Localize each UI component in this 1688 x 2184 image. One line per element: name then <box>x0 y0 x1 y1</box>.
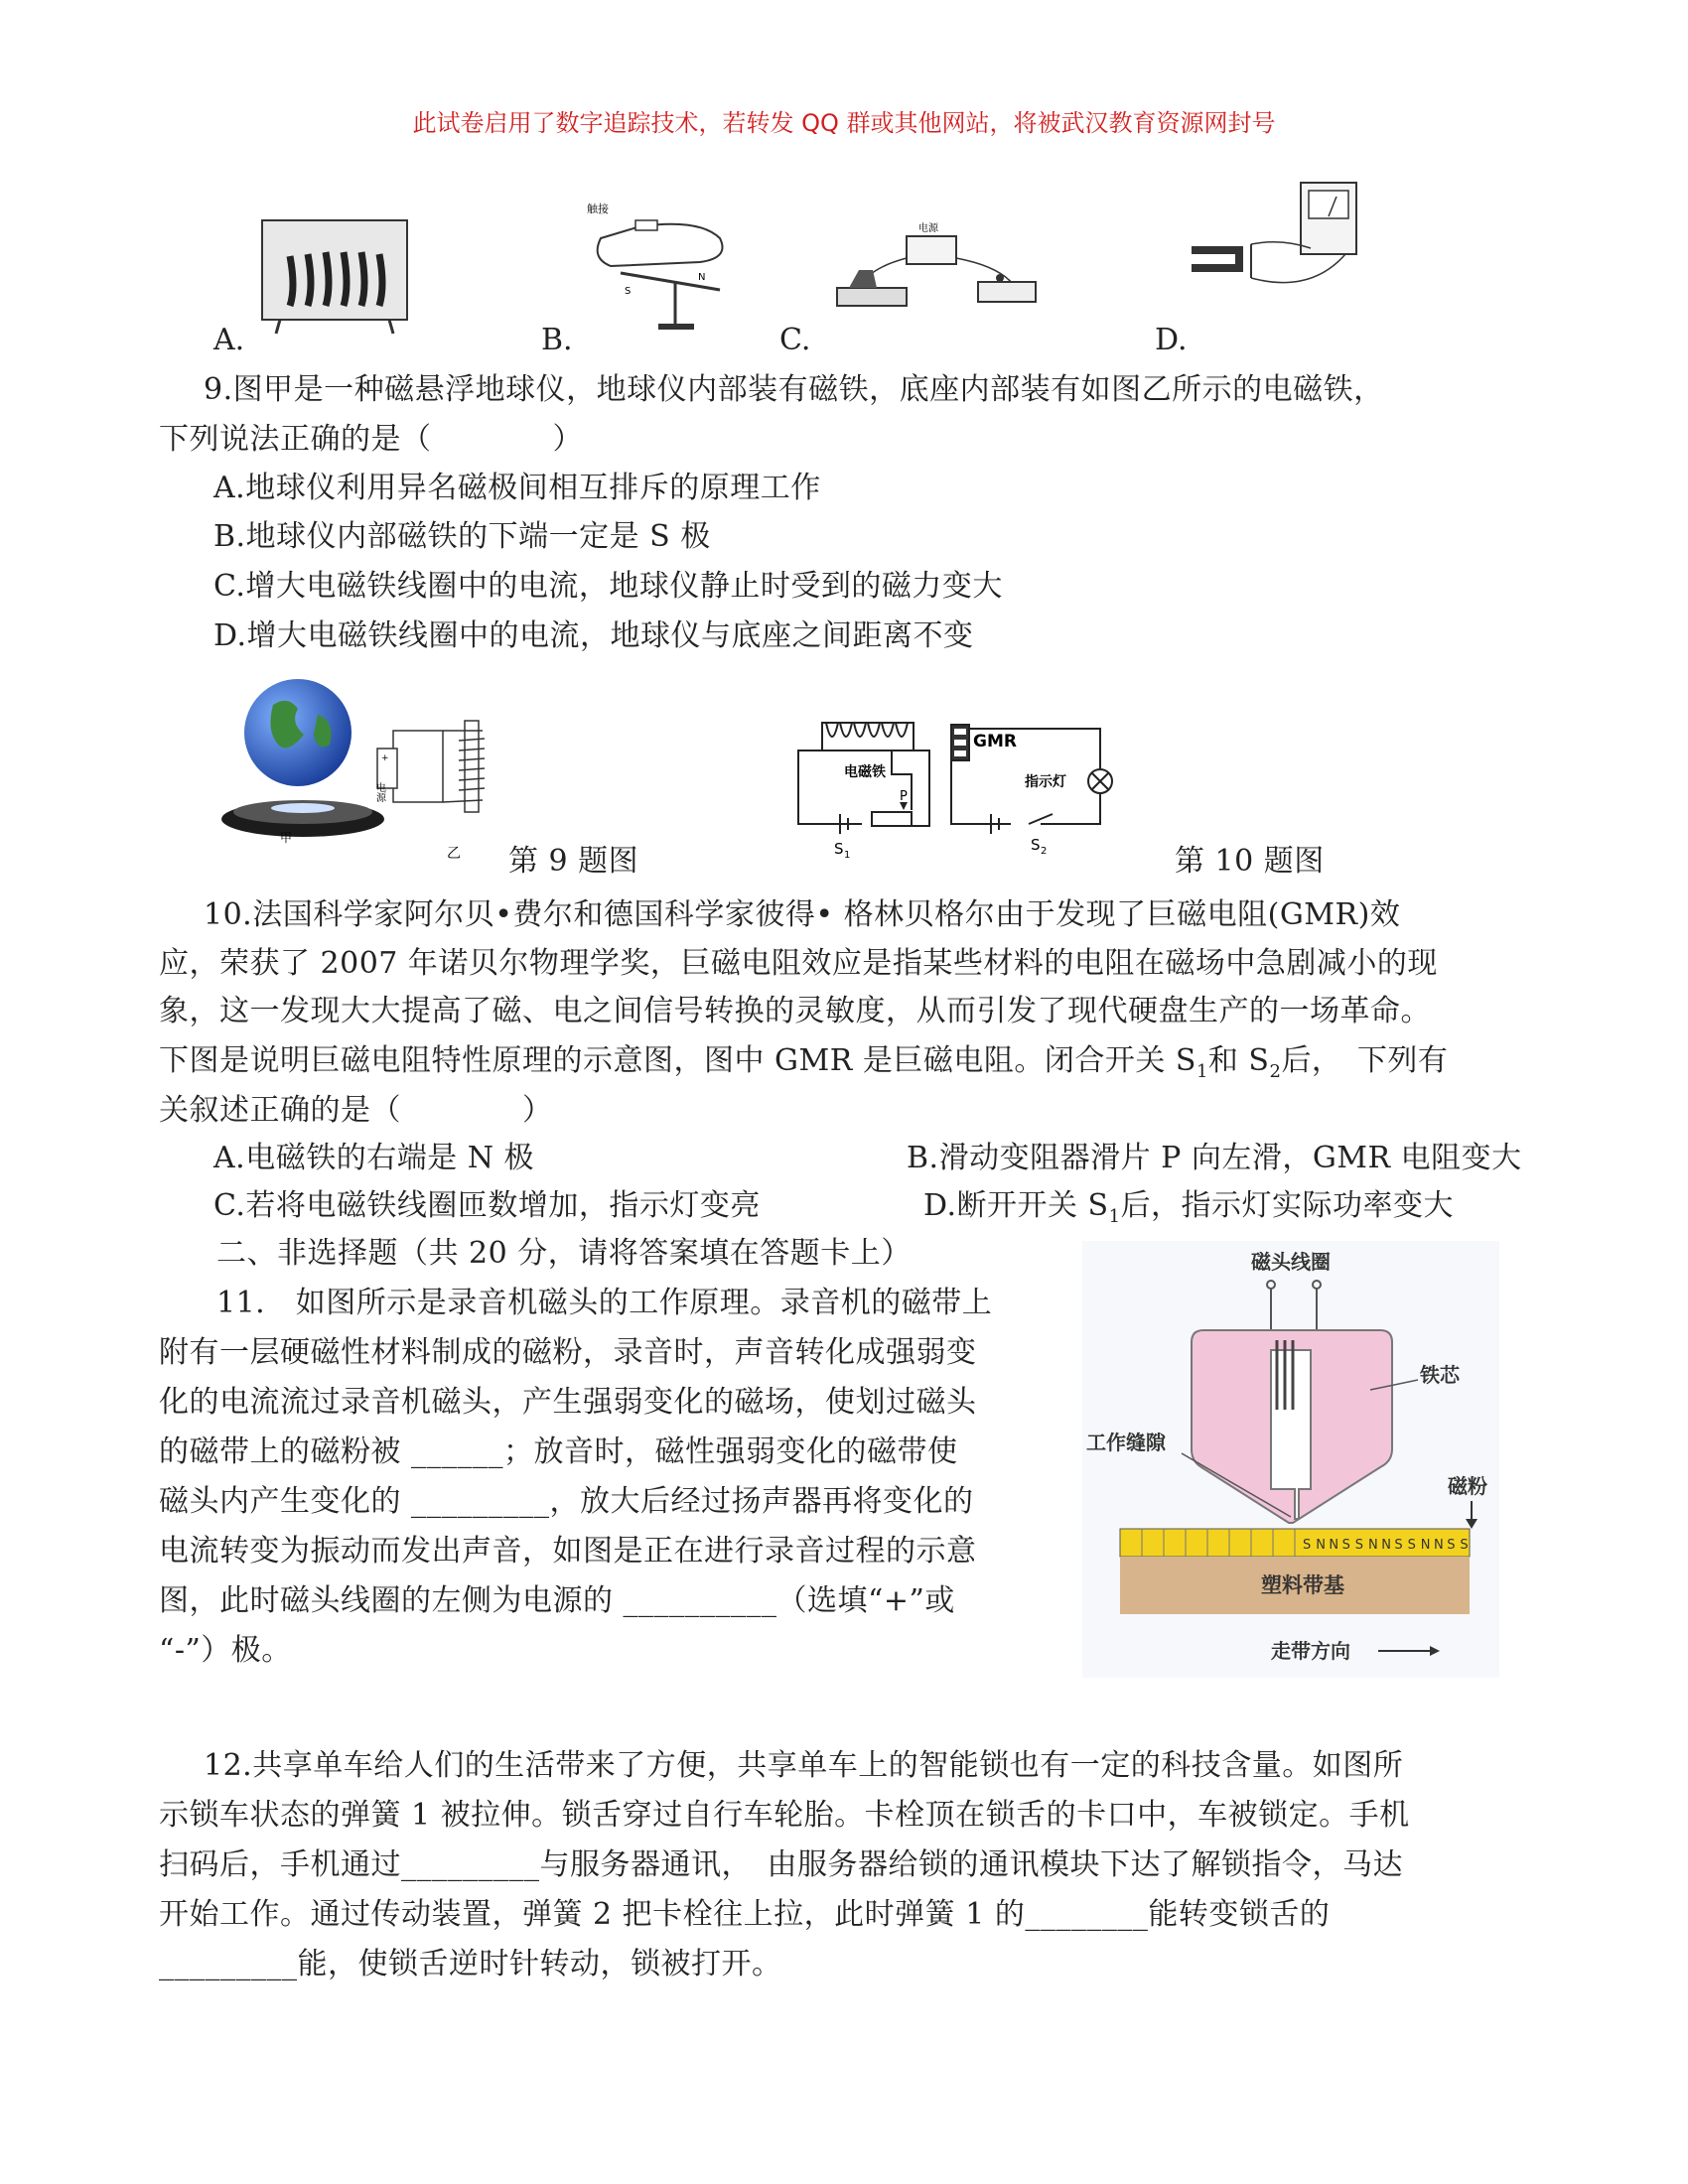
q10-option-a: A.电磁铁的右端是 N 极 <box>213 1141 535 1175</box>
q11-figure-tape-head <box>1082 1241 1499 1678</box>
q11-pole-5: N <box>1368 1538 1378 1553</box>
q10-option-d-part1: D.断开开关 S <box>923 1188 1109 1223</box>
q11-pole-11: S <box>1447 1538 1456 1553</box>
svg-text:N: N <box>698 272 706 283</box>
q11-line6: 电流转变为振动而发出声音，如图是正在进行录音过程的示意 <box>159 1534 977 1569</box>
q11-line3: 化的电流流过录音机磁头，产生强弱变化的磁场，使划过磁头 <box>159 1385 977 1420</box>
q11-line2: 附有一层硬磁性材料制成的磁粉，录音时，声音转化成强弱变 <box>159 1335 977 1370</box>
q9-option-a: A.地球仪利用异名磁极间相互排斥的原理工作 <box>213 471 821 505</box>
q11-label-gap: 工作缝隙 <box>1086 1431 1166 1454</box>
q8-fig-b-label: 触接 <box>587 203 609 215</box>
q11-line7: 图，此时磁头线圈的左侧为电源的 __________（选填“+”或 <box>159 1583 955 1618</box>
q10-option-d <box>923 1187 1454 1236</box>
q8-option-a: A. <box>213 323 245 357</box>
q10-option-c: C.若将电磁铁线圈匝数增加，指示灯变亮 <box>213 1188 761 1223</box>
q9-caption: 第 9 题图 <box>508 844 639 879</box>
q10-label-s1-sub: 1 <box>844 850 851 861</box>
q9-option-d: D.增大电磁铁线圈中的电流，地球仪与底座之间距离不变 <box>213 618 974 653</box>
q10-label-s2: S <box>1031 836 1041 854</box>
q8-figure-a <box>260 216 409 336</box>
q10-line2: 应，荣获了 2007 年诺贝尔物理学奖，巨磁电阻效应是指某些材料的电阻在磁场中急剧减小的现 <box>159 946 1438 981</box>
q11-pole-10: N <box>1434 1538 1444 1553</box>
q12-line3: 扫码后，手机通过_________与服务器通讯， 由服务器给锁的通讯模块下达了解锁指令，马达 <box>159 1847 1403 1882</box>
q11-line5: 磁头内产生变化的 _________，放大后经过扬声器再将变化的 <box>159 1484 974 1519</box>
q10-option-d-sub: 1 <box>1108 1206 1121 1227</box>
q8-figure-d <box>1182 179 1360 298</box>
q10-option-d-part2: 后，指示灯实际功率变大 <box>1120 1188 1455 1223</box>
q9-option-b: B.地球仪内部磁铁的下端一定是 S 极 <box>213 519 711 554</box>
q9-figure-jia <box>218 675 392 844</box>
q11-pole-8: S <box>1407 1538 1416 1553</box>
q11-pole-1: N <box>1316 1538 1326 1553</box>
q10-line4-sub2: 2 <box>1269 1061 1282 1082</box>
q8-option-b: B. <box>541 323 573 357</box>
q11-pole-9: N <box>1420 1538 1431 1553</box>
q11-pole-6: N <box>1381 1538 1391 1553</box>
q9-stem-line1: 9.图甲是一种磁悬浮地球仪，地球仪内部装有磁铁，底座内部装有如图乙所示的电磁铁， <box>204 372 1384 407</box>
q11-pole-7: S <box>1394 1538 1403 1553</box>
q11-label-core: 铁芯 <box>1420 1363 1460 1387</box>
q9-label-yi: 乙 <box>447 846 461 862</box>
q10-line4 <box>159 1042 1448 1091</box>
q10-label-lamp: 指示灯 <box>1025 774 1066 790</box>
q10-label-s1: S <box>834 840 844 858</box>
q11-line8: “-”）极。 <box>159 1633 292 1668</box>
q9-option-c: C.增大电磁铁线圈中的电流，地球仪静止时受到的磁力变大 <box>213 569 1003 604</box>
svg-text:S: S <box>625 286 632 297</box>
svg-text:+: + <box>381 753 389 763</box>
q11-pole-0: S <box>1303 1538 1312 1553</box>
q9-label-jia: 甲 <box>280 831 293 845</box>
q10-line1: 10.法国科学家阿尔贝•费尔和德国科学家彼得• 格林贝格尔由于发现了巨磁电阻(GMR)效 <box>204 897 1401 932</box>
q10-line5: 关叙述正确的是（ ） <box>159 1093 553 1128</box>
q10-figure-gmr <box>792 715 1140 864</box>
q10-line3: 象，这一发现大大提高了磁、电之间信号转换的灵敏度，从而引发了现代硬盘生产的一场革命。 <box>159 994 1431 1028</box>
q9-label-power: 电源 <box>373 782 385 802</box>
q10-line4-part3: 后， 下列有 <box>1281 1043 1449 1078</box>
q10-line4-part1: 下图是说明巨磁电阻特性原理的示意图，图中 GMR 是巨磁电阻。闭合开关 S <box>159 1043 1196 1078</box>
q11-pole-4: S <box>1354 1538 1364 1553</box>
q8-fig-c-label: 电源 <box>918 223 938 234</box>
q11-pole-2: N <box>1329 1538 1339 1553</box>
q11-pole-12: S <box>1460 1538 1469 1553</box>
q10-label-gmr: GMR <box>973 732 1017 751</box>
q8-option-d: D. <box>1155 323 1188 357</box>
tracking-banner: 此试卷启用了数字追踪技术，若转发 QQ 群或其他网站，将被武汉教育资源网封号 <box>412 109 1276 137</box>
q12-line2: 示锁车状态的弹簧 1 被拉伸。锁舌穿过自行车轮胎。卡栓顶在锁舌的卡口中，车被锁定。手机 <box>159 1798 1410 1833</box>
q12-line1: 12.共享单车给人们的生活带来了方便，共享单车上的智能锁也有一定的科技含量。如图所 <box>204 1748 1404 1783</box>
q11-label-direction: 走带方向 <box>1271 1639 1350 1663</box>
q10-option-b: B.滑动变阻器滑片 P 向左滑，GMR 电阻变大 <box>907 1141 1522 1175</box>
q12-line4: 开始工作。通过传动装置，弹簧 2 把卡栓往上拉，此时弹簧 1 的________能转变锁舌的 <box>159 1897 1331 1932</box>
q9-stem-line2: 下列说法正确的是（ ） <box>159 422 583 457</box>
q11-pole-3: S <box>1341 1538 1350 1553</box>
q10-line4-sub1: 1 <box>1196 1061 1208 1082</box>
q8-option-c: C. <box>779 323 811 357</box>
q11-line4: 的磁带上的磁粉被 ______；放音时，磁性强弱变化的磁带使 <box>159 1434 958 1469</box>
q10-label-electromagnet: 电磁铁 <box>844 764 886 780</box>
q8-figure-b <box>581 199 760 333</box>
q8-figure-c <box>829 218 1043 318</box>
q11-line1: 11. 如图所示是录音机磁头的工作原理。录音机的磁带上 <box>216 1286 993 1320</box>
q9-figure-yi <box>375 713 514 862</box>
q10-label-s2-sub: 2 <box>1041 846 1048 857</box>
q11-label-base: 塑料带基 <box>1261 1573 1344 1597</box>
section-2-heading: 二、非选择题（共 20 分，请将答案填在答题卡上） <box>216 1236 912 1271</box>
q10-caption: 第 10 题图 <box>1175 844 1325 879</box>
q12-line5: _________能，使锁舌逆时针转动，锁被打开。 <box>159 1947 782 1981</box>
q11-label-coil: 磁头线圈 <box>1251 1250 1331 1274</box>
q10-label-p: P <box>900 789 908 804</box>
q11-label-powder: 磁粉 <box>1448 1474 1487 1498</box>
q10-line4-part2: 和 S <box>1207 1043 1270 1078</box>
